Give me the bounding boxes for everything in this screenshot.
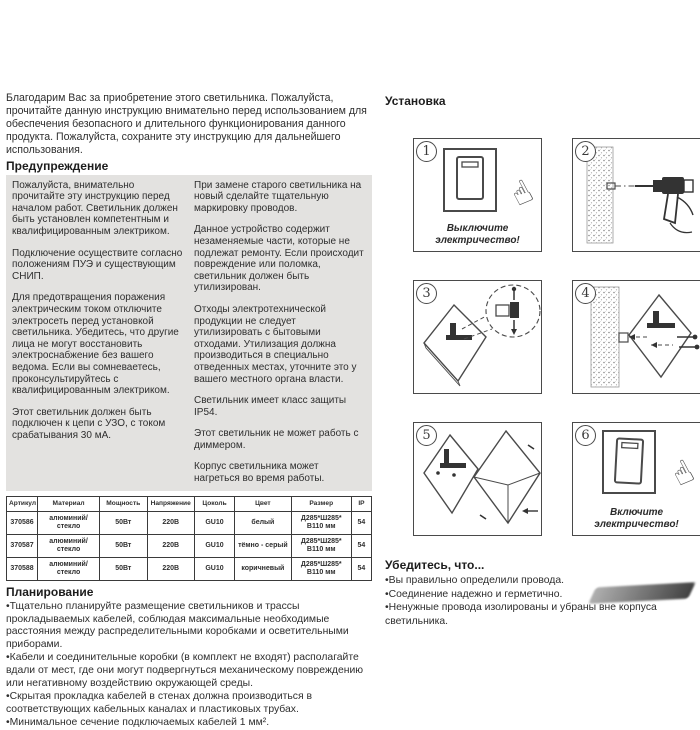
warning-panel [6, 175, 372, 491]
planning-list [6, 601, 372, 730]
cell-color: коричневый [235, 557, 292, 580]
warning-heading: Предупреждение [6, 158, 109, 173]
warning-paragraph: Светильник имеет класс защиты IP54. [194, 395, 347, 418]
cell-color: белый [235, 511, 292, 534]
cell-ip: 54 [351, 557, 371, 580]
col-header-size: Размер [291, 496, 351, 511]
col-header-article: Артикул [7, 496, 38, 511]
step-number: 6 [575, 425, 596, 446]
col-header-ip: IP [351, 496, 371, 511]
step-box-5 [413, 422, 542, 536]
step-box-1 [413, 138, 542, 252]
cell-article: 370587 [7, 534, 38, 557]
warning-paragraph: Данное устройство содержит незаменяемые части, которые не подлежат ремонту. Если происходит повреждение или поломка, светильник должен быть утилизирован. [194, 224, 364, 294]
pointing-hand-icon: ☝ [664, 451, 700, 495]
table-row [7, 511, 372, 534]
planning-heading: Планирование [6, 584, 94, 599]
cell-ip: 54 [351, 534, 371, 557]
spec-table-header-row [7, 496, 372, 511]
step-box-2 [572, 138, 700, 252]
step-box-3 [413, 280, 542, 394]
col-header-power: Мощность [100, 496, 147, 511]
intro-paragraph: Благодарим Вас за приобретение этого светильника. Пожалуйста, прочитайте данную инструкцию внимательно перед использованием для обеспечения безопасного и длительного функционирования данного продукта. Пожалуйста, сохраните эту инструкцию для дальнейшего использования. [6, 92, 367, 156]
planning-bullet: •Скрытая прокладка кабелей в стенах должна производиться в соответствующих кабельных каналах и пластиковых трубах. [6, 690, 313, 715]
step-number: 2 [575, 141, 596, 162]
warning-paragraph: Для предотвращения поражения электрическим током отключите электросеть перед установкой светильника. Убедитесь, что другие лица не могут восстановить электроснабжение без вашего ведома. Если вы сомневаетесь, проконсультируйтесь с квалифицированным электриком. [12, 292, 179, 397]
warning-right-column [194, 180, 366, 485]
step-number: 5 [416, 425, 437, 446]
installation-heading: Установка [385, 94, 446, 108]
table-row [7, 557, 372, 580]
checklist-bullet: •Ненужные провода изолированы и убраны вне корпуса светильника. [385, 602, 657, 627]
cell-voltage: 220В [147, 511, 194, 534]
cell-size: Д285*Ш285* В110 мм [291, 534, 351, 557]
cell-socket: GU10 [194, 557, 234, 580]
planning-bullet: •Тщательно планируйте размещение светильников и трассы прокладываемых кабелей, соблюдая максимальные необходимые расстояния между распределительными коробками и осветительными приборами. [6, 600, 349, 651]
step-number: 3 [416, 283, 437, 304]
cell-power: 50Вт [100, 534, 147, 557]
col-header-material: Материал [38, 496, 100, 511]
checklist-bullet: •Вы правильно определили провода. [385, 575, 565, 586]
planning-bullet: •Кабели и соединительные коробки (в комплект не входят) располагайте вдали от мест, где они могут подвергнуться механическому повреждению или негативному воздействию окружающей среды. [6, 652, 364, 690]
step-number: 4 [575, 283, 596, 304]
table-row [7, 534, 372, 557]
cell-socket: GU10 [194, 511, 234, 534]
cell-material: алюминий/ стекло [38, 511, 100, 534]
cell-voltage: 220В [147, 557, 194, 580]
warning-paragraph: Этот светильник не может работь с диммером. [194, 428, 359, 451]
step-caption: Выключите электричество! [435, 223, 520, 246]
cell-article: 370588 [7, 557, 38, 580]
cell-color: тёмно - серый [235, 534, 292, 557]
warning-paragraph: При замене старого светильника на новый сделайте тщательную маркировку проводов. [194, 179, 362, 214]
step-caption: Включите электричество! [594, 507, 679, 530]
left-column [6, 92, 372, 730]
step-box-4 [572, 280, 700, 394]
col-header-socket: Цоколь [194, 496, 234, 511]
pointing-hand-icon: ☝ [503, 171, 539, 215]
cell-voltage: 220В [147, 534, 194, 557]
cell-size: Д285*Ш285* В110 мм [291, 557, 351, 580]
installation-steps-grid [413, 138, 698, 536]
cell-power: 50Вт [100, 557, 147, 580]
cell-ip: 54 [351, 511, 371, 534]
step-box-6 [572, 422, 700, 536]
warning-paragraph: Подключение осуществите согласно положениям ПУЭ и существующим СНИП. [12, 247, 183, 282]
spec-table [6, 496, 372, 581]
cell-socket: GU10 [194, 534, 234, 557]
warning-paragraph: Отходы электротехнической продукции не следует утилизировать с бытовыми отходами. Утилизация должна производиться в специально отведенных местах, уточните это у вашего местного органа власти. [194, 303, 357, 385]
planning-bullet: •Минимальное сечение подключаемых кабелей 1 мм². [6, 716, 270, 728]
warning-paragraph: Корпус светильника может нагреться во время работы. [194, 461, 325, 485]
right-column [385, 94, 698, 628]
cell-material: алюминий/ стекло [38, 534, 100, 557]
warning-left-column [12, 180, 184, 485]
cell-size: Д285*Ш285* В110 мм [291, 511, 351, 534]
warning-paragraph: Этот светильник должен быть подключен к цепи с УЗО, с током срабатывания 30 мА. [12, 406, 166, 441]
checklist-bullet: •Соединение надежно и герметично. [385, 588, 563, 600]
cell-power: 50Вт [100, 511, 147, 534]
step-number: 1 [416, 141, 437, 162]
warning-paragraph: Пожалуйста, внимательно прочитайте эту инструкцию перед началом работ. Светильник должен быть установлен компетентным и квалифицированным электриком. [12, 179, 178, 237]
cell-article: 370586 [7, 511, 38, 534]
cell-material: алюминий/ стекло [38, 557, 100, 580]
checklist [385, 574, 698, 628]
checklist-heading: Убедитесь, что... [385, 558, 485, 572]
col-header-voltage: Напряжение [147, 496, 194, 511]
col-header-color: Цвет [235, 496, 292, 511]
